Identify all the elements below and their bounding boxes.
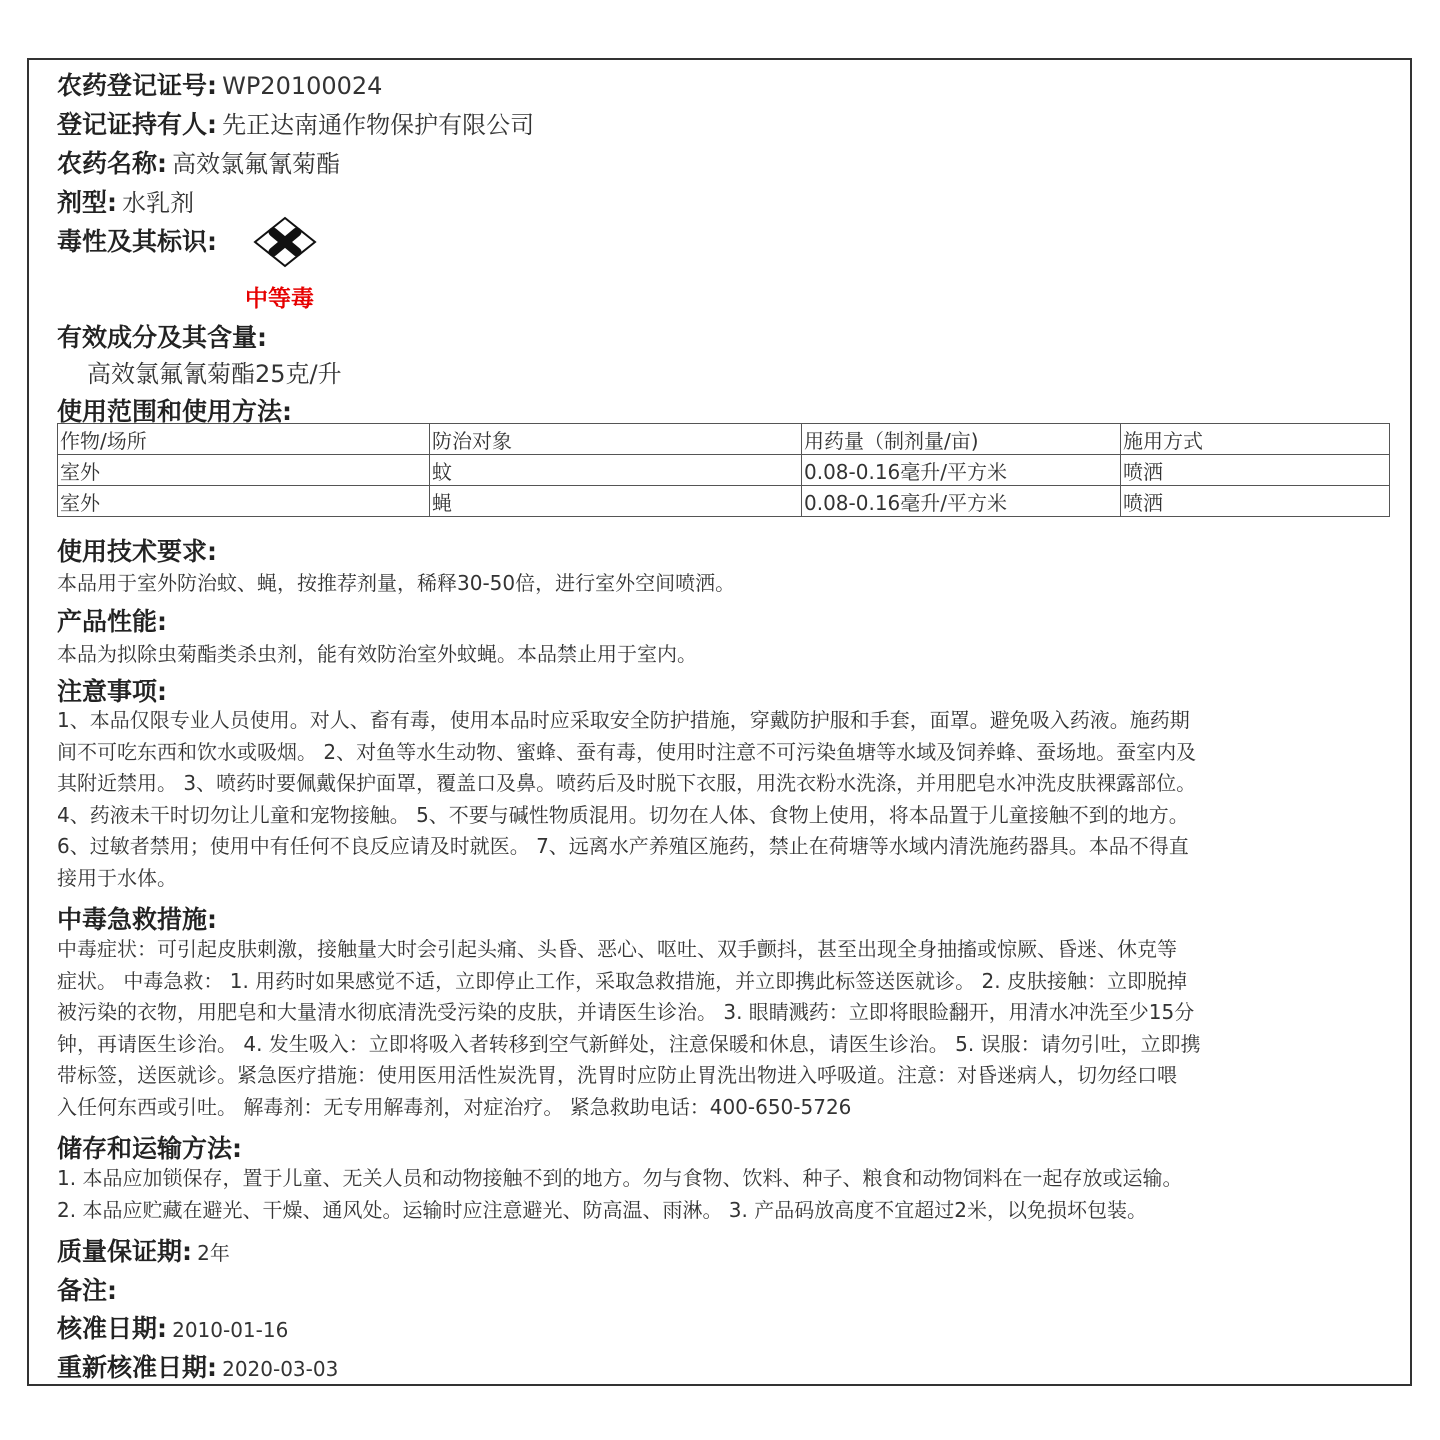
toxicity-label: 毒性及其标识: xyxy=(57,227,217,256)
toxicity-level: 中等毒 xyxy=(245,286,314,312)
reapproval-date-label: 重新核准日期: xyxy=(57,1353,217,1382)
cell-dosage: 0.08-0.16毫升/平方米 xyxy=(802,486,1121,517)
pesticide-name-label: 农药名称: xyxy=(57,149,167,178)
first-aid-text xyxy=(57,934,1389,1123)
shelf-life-label: 质量保证期: xyxy=(57,1237,192,1266)
approval-date-label: 核准日期: xyxy=(57,1314,167,1343)
storage-label: 储存和运输方法: xyxy=(57,1134,242,1163)
reapproval-date-row xyxy=(57,1348,338,1384)
performance-label: 产品性能: xyxy=(57,607,167,636)
shelf-life-row xyxy=(57,1232,230,1268)
text-line: 1、本品仅限专业人员使用。对人、畜有毒，使用本品时应采取安全防护措施，穿戴防护服和手套，面罩。避免吸入药液。施药期 xyxy=(57,708,1190,732)
registration-no-value: WP20100024 xyxy=(222,72,383,100)
registration-no-label: 农药登记证号: xyxy=(57,71,217,100)
approval-date-value: 2010-01-16 xyxy=(172,1318,289,1342)
formulation-label: 剂型: xyxy=(57,188,117,217)
holder-row xyxy=(57,105,534,141)
header-cell-method: 施用方式 xyxy=(1121,424,1390,455)
formulation-value: 水乳剂 xyxy=(122,189,195,217)
approval-date-row xyxy=(57,1309,288,1345)
text-line: 带标签，送医就诊。紧急医疗措施：使用医用活性炭洗胃，洗胃时应防止胃洗出物进入呼吸道。注意：对昏迷病人，切勿经口喂 xyxy=(57,1063,1177,1087)
formulation-row xyxy=(57,183,194,219)
text-line: 接用于水体。 xyxy=(57,865,177,890)
performance-text: 本品为拟除虫菊酯类杀虫剂，能有效防治室外蚊蝇。本品禁止用于室内。 xyxy=(57,642,697,666)
tech-label: 使用技术要求: xyxy=(57,537,217,566)
usage-label: 使用范围和使用方法: xyxy=(57,397,292,426)
reapproval-date-value: 2020-03-03 xyxy=(222,1357,339,1381)
text-line: 钟，再请医生诊治。 4. 发生吸入：立即将吸入者转移到空气新鲜处，注意保暖和休息，请医生诊治。 5. 误服：请勿引吐，立即携 xyxy=(57,1031,1201,1056)
usage-table xyxy=(57,423,1390,517)
cell-target: 蝇 xyxy=(430,486,802,517)
cell-method: 喷洒 xyxy=(1121,455,1390,486)
text-line: 其附近禁用。 3、喷药时要佩戴保护面罩，覆盖口及鼻。喷药后及时脱下衣服，用洗衣粉水洗涤，并用肥皂水冲洗皮肤裸露部位。 xyxy=(57,771,1197,795)
table-row xyxy=(58,486,1390,517)
storage-heading xyxy=(57,1129,242,1165)
remarks-row xyxy=(57,1271,117,1307)
first-aid-label: 中毒急救措施: xyxy=(57,905,217,934)
cell-crop: 室外 xyxy=(58,486,430,517)
header-cell-dosage: 用药量（制剂量/亩) xyxy=(802,424,1121,455)
shelf-life-value: 2年 xyxy=(197,1241,230,1265)
ingredients-heading xyxy=(57,318,267,354)
cell-dosage: 0.08-0.16毫升/平方米 xyxy=(802,455,1121,486)
holder-value: 先正达南通作物保护有限公司 xyxy=(222,111,535,139)
pesticide-name-row xyxy=(57,144,340,180)
tech-heading xyxy=(57,532,217,568)
first-aid-heading xyxy=(57,900,217,936)
cell-crop: 室外 xyxy=(58,455,430,486)
usage-table-header xyxy=(58,424,1390,455)
header-cell-target: 防治对象 xyxy=(430,424,802,455)
precautions-text xyxy=(57,705,1389,894)
text-line: 症状。 中毒急救： 1. 用药时如果感觉不适，立即停止工作，采取急救措施，并立即携此标签送医就诊。 2. 皮肤接触：立即脱掉 xyxy=(57,968,1187,993)
pesticide-name-value: 高效氯氟氰菊酯 xyxy=(172,150,341,178)
text-line: 入任何东西或引吐。 解毒剂：无专用解毒剂，对症治疗。 紧急救助电话：400-650-5726 xyxy=(57,1094,852,1119)
performance-heading xyxy=(57,602,167,638)
holder-label: 登记证持有人: xyxy=(57,110,217,139)
precautions-heading xyxy=(57,672,167,708)
tech-text: 本品用于室外防治蚊、蝇，按推荐剂量，稀释30-50倍，进行室外空间喷洒。 xyxy=(57,571,736,595)
ingredients-label: 有效成分及其含量: xyxy=(57,323,267,352)
toxicity-x-symbol-icon xyxy=(251,214,319,270)
text-line: 4、药液未干时切勿让儿童和宠物接触。 5、不要与碱性物质混用。切勿在人体、食物上使用，将本品置于儿童接触不到的地方。 xyxy=(57,802,1189,827)
text-line: 6、过敏者禁用；使用中有任何不良反应请及时就医。 7、远离水产养殖区施药，禁止在荷塘等水域内清洗施药器具。本品不得直 xyxy=(57,834,1189,858)
text-line: 被污染的衣物，用肥皂和大量清水彻底清洗受污染的皮肤，并请医生诊治。 3. 眼睛溅药：立即将眼睑翻开，用清水冲洗至少15分 xyxy=(57,1000,1195,1024)
table-row xyxy=(58,455,1390,486)
cell-target: 蚊 xyxy=(430,455,802,486)
toxicity-row xyxy=(57,222,217,258)
text-line: 1. 本品应加锁保存，置于儿童、无关人员和动物接触不到的地方。勿与食物、饮料、种子、粮食和动物饲料在一起存放或运输。 xyxy=(57,1166,1183,1190)
cell-method: 喷洒 xyxy=(1121,486,1390,517)
text-line: 间不可吃东西和饮水或吸烟。 2、对鱼等水生动物、蜜蜂、蚕有毒，使用时注意不可污染鱼塘等水域及饲养蜂、蚕场地。蚕室内及 xyxy=(57,739,1197,764)
header-cell-crop: 作物/场所 xyxy=(58,424,430,455)
text-line: 2. 本品应贮藏在避光、干燥、通风处。运输时应注意避光、防高温、雨淋。 3. 产品码放高度不宜超过2米，以免损坏包装。 xyxy=(57,1197,1147,1222)
text-line: 中毒症状：可引起皮肤刺激，接触量大时会引起头痛、头昏、恶心、呕吐、双手颤抖，甚至出现全身抽搐或惊厥、昏迷、休克等 xyxy=(57,937,1177,961)
storage-text xyxy=(57,1163,1389,1226)
precautions-label: 注意事项: xyxy=(57,677,167,706)
ingredients-value: 高效氯氟氰菊酯25克/升 xyxy=(87,360,342,388)
registration-no-row xyxy=(57,66,382,102)
remarks-label: 备注: xyxy=(57,1276,117,1305)
